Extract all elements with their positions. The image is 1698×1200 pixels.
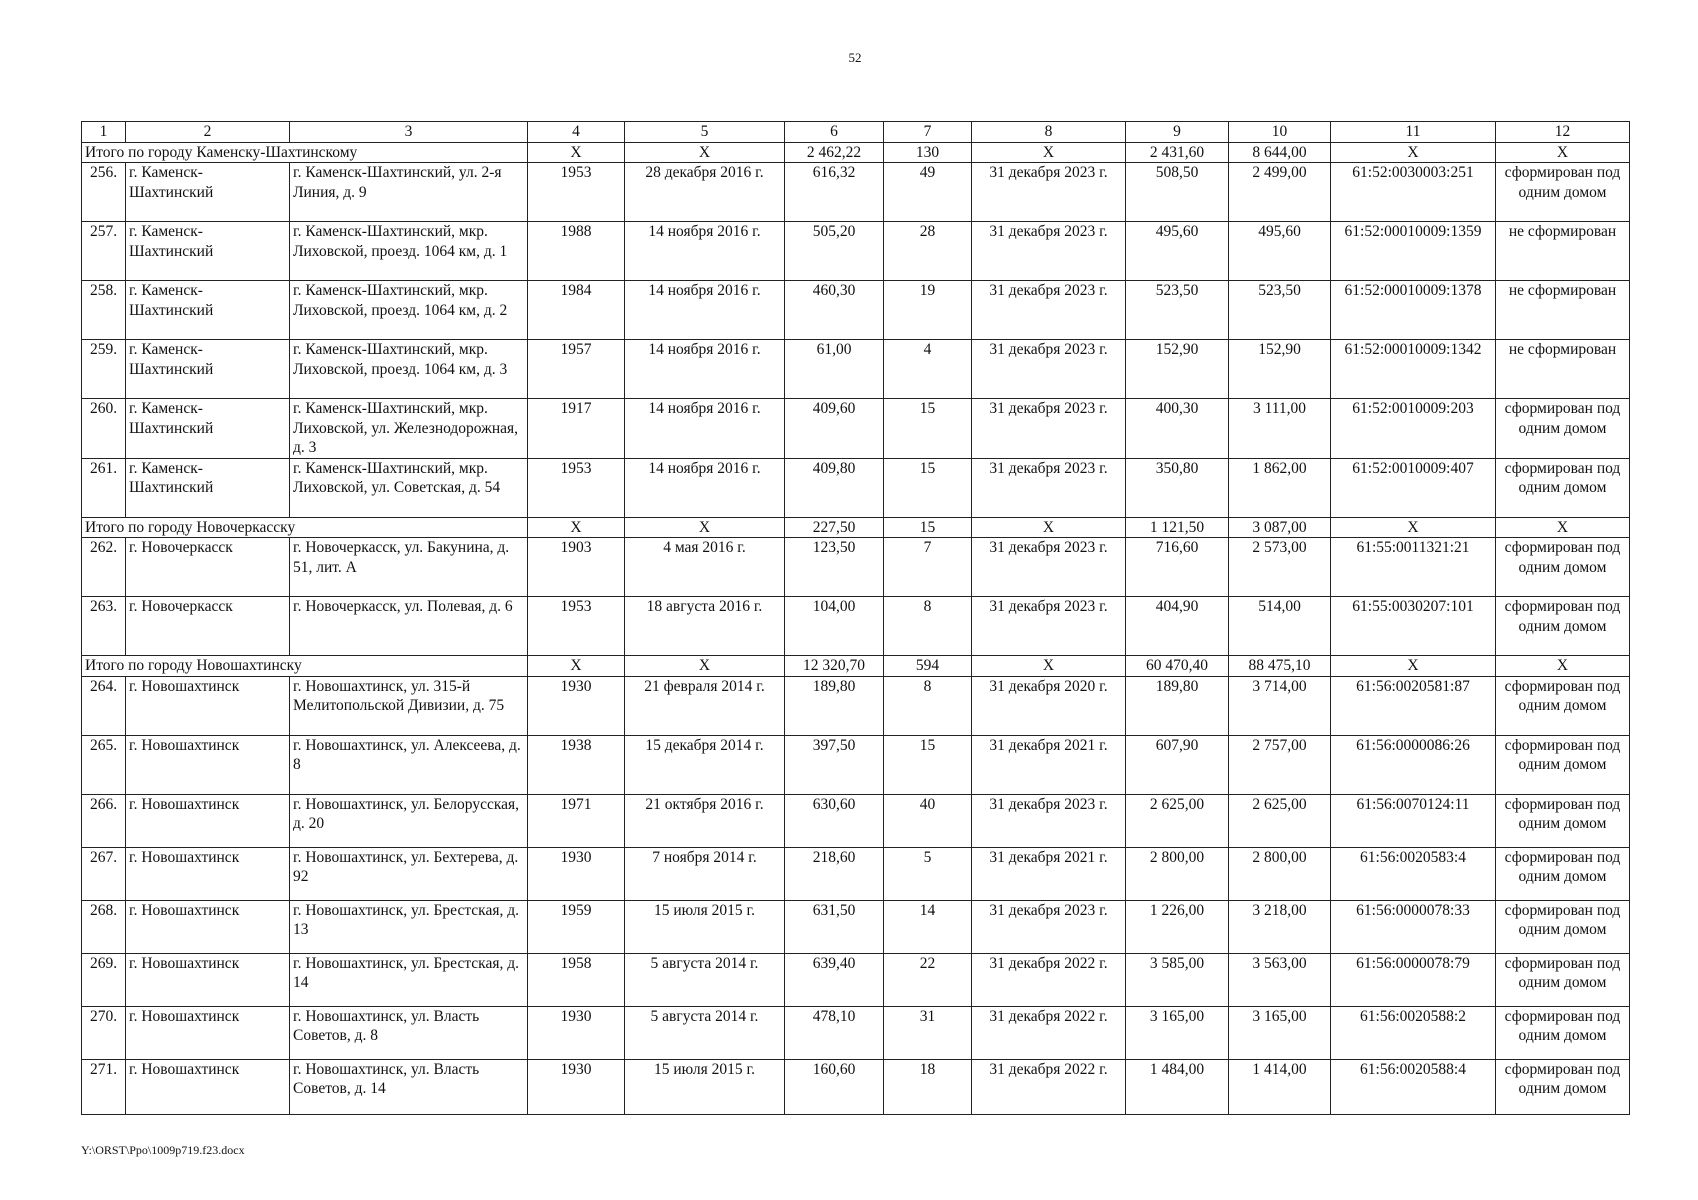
deadline-cell: 31 декабря 2022 г. [972,1059,1126,1114]
municipality-cell: г. Каменск-Шахтинский [126,340,290,399]
table-row [82,794,1630,847]
deadline-cell: 31 декабря 2023 г. [972,163,1126,222]
subtotal-cell: Х [528,656,625,677]
address-cell: г. Каменск-Шахтинский, мкр. Лиховской, проезд. 1064 км, д. 3 [290,340,528,399]
date-cell: 21 февраля 2014 г. [625,676,785,735]
area-total-cell: 1 226,00 [1126,900,1229,953]
subtotal-cell: Х [1331,517,1496,538]
municipality-cell: г. Каменск-Шахтинский [126,163,290,222]
deadline-cell: 31 декабря 2022 г. [972,953,1126,1006]
deadline-cell: 31 декабря 2023 г. [972,597,1126,656]
year-built-cell: 1957 [528,340,625,399]
land-status-cell: сформирован под одним домом [1496,399,1630,459]
table-row [82,676,1630,735]
municipality-cell: г. Новошахтинск [126,1006,290,1059]
address-cell: г. Новошахтинск, ул. Брестская, д. 14 [290,953,528,1006]
column-header: 11 [1331,122,1496,143]
area-cell: 104,00 [785,597,884,656]
land-area-cell: 2 757,00 [1229,735,1331,794]
row-number: 265. [82,735,126,794]
land-status-cell: сформирован под одним домом [1496,597,1630,656]
municipality-cell: г. Новошахтинск [126,735,290,794]
land-status-cell: сформирован под одним домом [1496,953,1630,1006]
deadline-cell: 31 декабря 2022 г. [972,1006,1126,1059]
cadastral-number-cell: 61:55:0030207:101 [1331,597,1496,656]
year-built-cell: 1903 [528,538,625,597]
area-total-cell: 400,30 [1126,399,1229,459]
deadline-cell: 31 декабря 2023 г. [972,399,1126,459]
table-row [82,735,1630,794]
year-built-cell: 1930 [528,1006,625,1059]
residents-cell: 8 [884,676,972,735]
municipality-cell: г. Каменск-Шахтинский [126,458,290,517]
table-row [82,597,1630,656]
deadline-cell: 31 декабря 2021 г. [972,847,1126,900]
area-cell: 639,40 [785,953,884,1006]
land-area-cell: 3 111,00 [1229,399,1331,459]
row-number: 268. [82,900,126,953]
area-cell: 189,80 [785,676,884,735]
table-row [82,222,1630,281]
municipality-cell: г. Новошахтинск [126,1059,290,1114]
municipality-cell: г. Каменск-Шахтинский [126,281,290,340]
residents-cell: 15 [884,735,972,794]
land-status-cell: сформирован под одним домом [1496,847,1630,900]
column-header: 10 [1229,122,1331,143]
date-cell: 21 октября 2016 г. [625,794,785,847]
table-row [82,900,1630,953]
cadastral-number-cell: 61:55:0011321:21 [1331,538,1496,597]
municipality-cell: г. Новошахтинск [126,676,290,735]
area-total-cell: 350,80 [1126,458,1229,517]
residents-cell: 14 [884,900,972,953]
area-total-cell: 607,90 [1126,735,1229,794]
date-cell: 18 августа 2016 г. [625,597,785,656]
deadline-cell: 31 декабря 2020 г. [972,676,1126,735]
deadline-cell: 31 декабря 2021 г. [972,735,1126,794]
area-cell: 631,50 [785,900,884,953]
cadastral-number-cell: 61:56:0020581:87 [1331,676,1496,735]
residents-cell: 7 [884,538,972,597]
land-status-cell: сформирован под одним домом [1496,163,1630,222]
table-row [82,1006,1630,1059]
area-total-cell: 523,50 [1126,281,1229,340]
address-cell: г. Новочеркасск, ул. Бакунина, д. 51, лит. А [290,538,528,597]
area-cell: 397,50 [785,735,884,794]
year-built-cell: 1938 [528,735,625,794]
area-total-cell: 1 484,00 [1126,1059,1229,1114]
year-built-cell: 1959 [528,900,625,953]
land-area-cell: 3 218,00 [1229,900,1331,953]
subtotal-row [82,517,1630,538]
subtotal-cell: 12 320,70 [785,656,884,677]
land-area-cell: 514,00 [1229,597,1331,656]
land-status-cell: сформирован под одним домом [1496,676,1630,735]
residents-cell: 19 [884,281,972,340]
deadline-cell: 31 декабря 2023 г. [972,340,1126,399]
subtotal-cell: 130 [884,142,972,163]
cadastral-number-cell: 61:56:0000078:79 [1331,953,1496,1006]
residents-cell: 18 [884,1059,972,1114]
cadastral-number-cell: 61:56:0020588:2 [1331,1006,1496,1059]
date-cell: 14 ноября 2016 г. [625,458,785,517]
municipality-cell: г. Новошахтинск [126,953,290,1006]
subtotal-cell: Х [1496,517,1630,538]
date-cell: 5 августа 2014 г. [625,953,785,1006]
address-cell: г. Новошахтинск, ул. 315-й Мелитопольской Дивизии, д. 75 [290,676,528,735]
subtotal-label: Итого по городу Каменску-Шахтинскому [82,142,528,163]
cadastral-number-cell: 61:52:0030003:251 [1331,163,1496,222]
date-cell: 15 июля 2015 г. [625,1059,785,1114]
area-cell: 505,20 [785,222,884,281]
area-total-cell: 3 165,00 [1126,1006,1229,1059]
subtotal-cell: 88 475,10 [1229,656,1331,677]
row-number: 270. [82,1006,126,1059]
subtotal-cell: Х [1331,142,1496,163]
residents-cell: 40 [884,794,972,847]
deadline-cell: 31 декабря 2023 г. [972,900,1126,953]
land-area-cell: 2 800,00 [1229,847,1331,900]
year-built-cell: 1958 [528,953,625,1006]
cadastral-number-cell: 61:52:0010009:407 [1331,458,1496,517]
land-status-cell: сформирован под одним домом [1496,794,1630,847]
residents-cell: 4 [884,340,972,399]
municipality-cell: г. Новошахтинск [126,847,290,900]
subtotal-cell: 227,50 [785,517,884,538]
column-header: 6 [785,122,884,143]
address-cell: г. Каменск-Шахтинский, мкр. Лиховской, проезд. 1064 км, д. 2 [290,281,528,340]
municipality-cell: г. Новошахтинск [126,900,290,953]
subtotal-cell: Х [972,142,1126,163]
date-cell: 5 августа 2014 г. [625,1006,785,1059]
municipality-cell: г. Новочеркасск [126,538,290,597]
area-total-cell: 404,90 [1126,597,1229,656]
subtotal-cell: 60 470,40 [1126,656,1229,677]
subtotal-label: Итого по городу Новочеркасску [82,517,528,538]
subtotal-cell: Х [1331,656,1496,677]
year-built-cell: 1953 [528,163,625,222]
year-built-cell: 1953 [528,597,625,656]
deadline-cell: 31 декабря 2023 г. [972,458,1126,517]
residents-cell: 15 [884,458,972,517]
column-header: 9 [1126,122,1229,143]
address-cell: г. Каменск-Шахтинский, ул. 2-я Линия, д. 9 [290,163,528,222]
column-header: 4 [528,122,625,143]
row-number: 259. [82,340,126,399]
municipality-cell: г. Новочеркасск [126,597,290,656]
table-row [82,340,1630,399]
cadastral-number-cell: 61:56:0020588:4 [1331,1059,1496,1114]
table-row [82,847,1630,900]
table-row [82,953,1630,1006]
area-cell: 460,30 [785,281,884,340]
area-total-cell: 189,80 [1126,676,1229,735]
subtotal-cell: Х [625,517,785,538]
column-header: 8 [972,122,1126,143]
address-cell: г. Новочеркасск, ул. Полевая, д. 6 [290,597,528,656]
address-cell: г. Новошахтинск, ул. Белорусская, д. 20 [290,794,528,847]
subtotal-cell: Х [528,517,625,538]
land-area-cell: 523,50 [1229,281,1331,340]
date-cell: 15 июля 2015 г. [625,900,785,953]
date-cell: 14 ноября 2016 г. [625,281,785,340]
subtotal-cell: Х [625,656,785,677]
residents-cell: 8 [884,597,972,656]
deadline-cell: 31 декабря 2023 г. [972,538,1126,597]
column-header: 1 [82,122,126,143]
row-number: 262. [82,538,126,597]
municipality-cell: г. Каменск-Шахтинский [126,222,290,281]
address-cell: г. Новошахтинск, ул. Власть Советов, д. 8 [290,1006,528,1059]
cadastral-number-cell: 61:56:0000086:26 [1331,735,1496,794]
area-cell: 61,00 [785,340,884,399]
column-header: 2 [126,122,290,143]
land-area-cell: 3 714,00 [1229,676,1331,735]
table-row [82,1059,1630,1114]
area-total-cell: 2 625,00 [1126,794,1229,847]
address-cell: г. Каменск-Шахтинский, мкр. Лиховской, проезд. 1064 км, д. 1 [290,222,528,281]
year-built-cell: 1971 [528,794,625,847]
address-cell: г. Новошахтинск, ул. Власть Советов, д. 14 [290,1059,528,1114]
row-number: 263. [82,597,126,656]
cadastral-number-cell: 61:52:00010009:1342 [1331,340,1496,399]
row-number: 261. [82,458,126,517]
subtotal-cell: 2 431,60 [1126,142,1229,163]
table-row [82,281,1630,340]
area-cell: 218,60 [785,847,884,900]
land-area-cell: 495,60 [1229,222,1331,281]
row-number: 258. [82,281,126,340]
area-total-cell: 495,60 [1126,222,1229,281]
land-area-cell: 1 862,00 [1229,458,1331,517]
area-cell: 409,80 [785,458,884,517]
subtotal-cell: Х [1496,142,1630,163]
year-built-cell: 1984 [528,281,625,340]
subtotal-cell: Х [972,656,1126,677]
date-cell: 14 ноября 2016 г. [625,340,785,399]
row-number: 264. [82,676,126,735]
date-cell: 14 ноября 2016 г. [625,222,785,281]
land-status-cell: не сформирован [1496,340,1630,399]
column-header: 7 [884,122,972,143]
date-cell: 4 мая 2016 г. [625,538,785,597]
page-number: 52 [848,50,862,65]
land-area-cell: 152,90 [1229,340,1331,399]
table-row [82,538,1630,597]
land-status-cell: сформирован под одним домом [1496,458,1630,517]
address-cell: г. Новошахтинск, ул. Бехтерева, д. 92 [290,847,528,900]
column-header: 5 [625,122,785,143]
table-row [82,458,1630,517]
residents-cell: 15 [884,399,972,459]
date-cell: 28 декабря 2016 г. [625,163,785,222]
file-path-footer: Y:\ORST\Ppo\1009p719.f23.docx [81,1143,245,1157]
municipality-cell: г. Новошахтинск [126,794,290,847]
subtotal-cell: Х [528,142,625,163]
date-cell: 7 ноября 2014 г. [625,847,785,900]
subtotal-cell: Х [625,142,785,163]
column-header: 3 [290,122,528,143]
cadastral-number-cell: 61:52:00010009:1378 [1331,281,1496,340]
area-total-cell: 508,50 [1126,163,1229,222]
subtotal-cell: 3 087,00 [1229,517,1331,538]
area-total-cell: 2 800,00 [1126,847,1229,900]
land-status-cell: сформирован под одним домом [1496,735,1630,794]
column-number-row [82,122,1630,143]
subtotal-row [82,656,1630,677]
row-number: 269. [82,953,126,1006]
land-area-cell: 2 573,00 [1229,538,1331,597]
land-status-cell: сформирован под одним домом [1496,1059,1630,1114]
date-cell: 15 декабря 2014 г. [625,735,785,794]
area-cell: 616,32 [785,163,884,222]
year-built-cell: 1930 [528,847,625,900]
area-cell: 478,10 [785,1006,884,1059]
table-row [82,399,1630,459]
area-total-cell: 716,60 [1126,538,1229,597]
subtotal-cell: 1 121,50 [1126,517,1229,538]
deadline-cell: 31 декабря 2023 г. [972,222,1126,281]
subtotal-cell: Х [1496,656,1630,677]
subtotal-label: Итого по городу Новошахтинску [82,656,528,677]
row-number: 267. [82,847,126,900]
year-built-cell: 1930 [528,1059,625,1114]
address-cell: г. Новошахтинск, ул. Брестская, д. 13 [290,900,528,953]
year-built-cell: 1988 [528,222,625,281]
residents-cell: 22 [884,953,972,1006]
subtotal-cell: 594 [884,656,972,677]
year-built-cell: 1917 [528,399,625,459]
area-total-cell: 3 585,00 [1126,953,1229,1006]
land-area-cell: 3 563,00 [1229,953,1331,1006]
cadastral-number-cell: 61:56:0000078:33 [1331,900,1496,953]
residents-cell: 31 [884,1006,972,1059]
column-header: 12 [1496,122,1630,143]
row-number: 271. [82,1059,126,1114]
municipality-cell: г. Каменск-Шахтинский [126,399,290,459]
land-area-cell: 2 625,00 [1229,794,1331,847]
address-cell: г. Новошахтинск, ул. Алексеева, д. 8 [290,735,528,794]
housing-register-table [81,121,1630,1115]
year-built-cell: 1930 [528,676,625,735]
land-area-cell: 1 414,00 [1229,1059,1331,1114]
cadastral-number-cell: 61:56:0020583:4 [1331,847,1496,900]
land-status-cell: не сформирован [1496,281,1630,340]
subtotal-cell: 15 [884,517,972,538]
address-cell: г. Каменск-Шахтинский, мкр. Лиховской, ул. Советская, д. 54 [290,458,528,517]
area-cell: 630,60 [785,794,884,847]
residents-cell: 28 [884,222,972,281]
subtotal-row [82,142,1630,163]
date-cell: 14 ноября 2016 г. [625,399,785,459]
subtotal-cell: Х [972,517,1126,538]
table-row [82,163,1630,222]
cadastral-number-cell: 61:52:0010009:203 [1331,399,1496,459]
residents-cell: 5 [884,847,972,900]
land-status-cell: сформирован под одним домом [1496,1006,1630,1059]
subtotal-cell: 2 462,22 [785,142,884,163]
row-number: 266. [82,794,126,847]
land-status-cell: сформирован под одним домом [1496,900,1630,953]
land-status-cell: сформирован под одним домом [1496,538,1630,597]
area-total-cell: 152,90 [1126,340,1229,399]
row-number: 256. [82,163,126,222]
subtotal-cell: 8 644,00 [1229,142,1331,163]
land-area-cell: 3 165,00 [1229,1006,1331,1059]
area-cell: 409,60 [785,399,884,459]
deadline-cell: 31 декабря 2023 г. [972,794,1126,847]
address-cell: г. Каменск-Шахтинский, мкр. Лиховской, ул. Железнодорожная, д. 3 [290,399,528,459]
residents-cell: 49 [884,163,972,222]
cadastral-number-cell: 61:56:0070124:11 [1331,794,1496,847]
deadline-cell: 31 декабря 2023 г. [972,281,1126,340]
land-status-cell: не сформирован [1496,222,1630,281]
area-cell: 160,60 [785,1059,884,1114]
row-number: 260. [82,399,126,459]
row-number: 257. [82,222,126,281]
land-area-cell: 2 499,00 [1229,163,1331,222]
area-cell: 123,50 [785,538,884,597]
year-built-cell: 1953 [528,458,625,517]
cadastral-number-cell: 61:52:00010009:1359 [1331,222,1496,281]
